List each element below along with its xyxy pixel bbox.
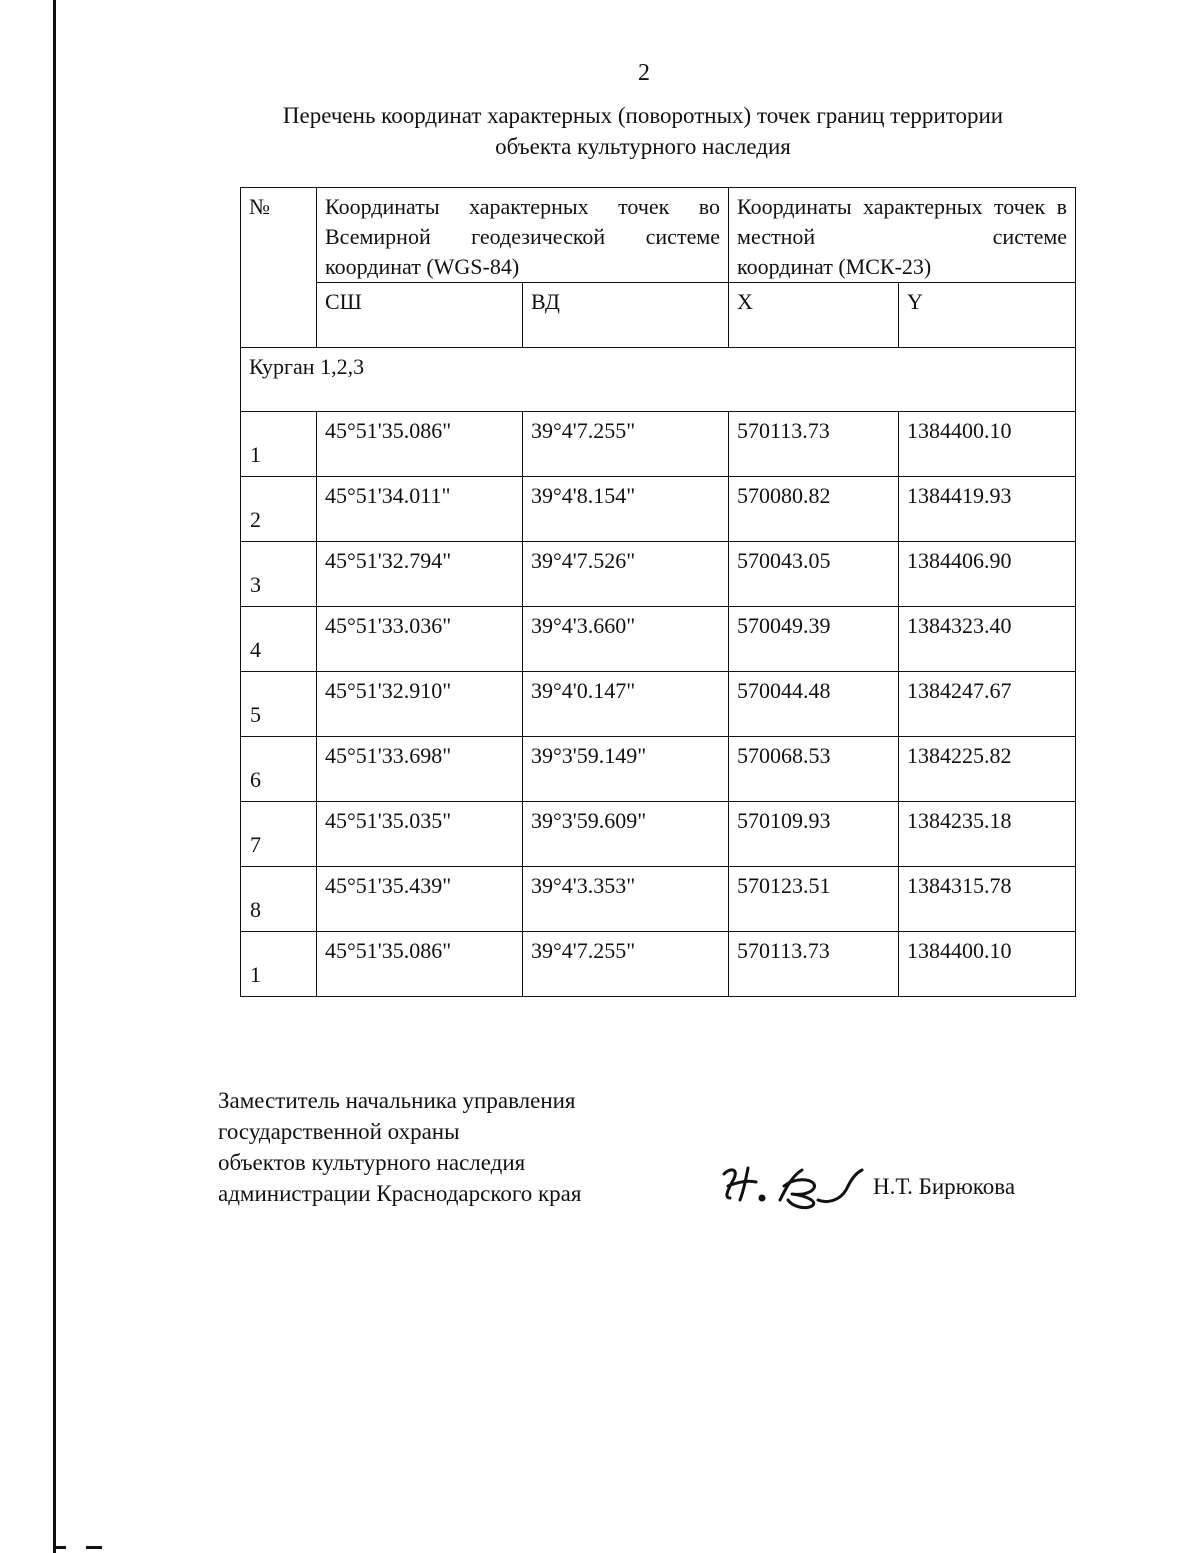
scan-edge-mark [56,1546,66,1549]
cell-lat: 45°51'35.035" [317,802,523,867]
document-title-line: объекта культурного наследия [495,134,791,159]
table-row [241,412,1076,477]
header-x: X [729,283,899,348]
row-number-cell [241,542,317,607]
cell-y: 1384235.18 [899,802,1076,867]
table-row [241,672,1076,737]
header-msk-group-text: Координаты характерных точек в местной системе [737,194,1068,249]
cell-lat: 45°51'34.011" [317,477,523,542]
cell-lat: 45°51'33.036" [317,607,523,672]
cell-lon: 39°4'7.255" [523,412,729,477]
cell-lon: 39°4'3.353" [523,867,729,932]
cell-y: 1384419.93 [899,477,1076,542]
document-title [228,100,1058,162]
section-row [241,348,1076,412]
cell-lat: 45°51'35.086" [317,412,523,477]
row-number: 1 [250,962,261,987]
coordinates-table [240,187,1076,997]
coordinates-table-body [241,188,1076,997]
cell-y: 1384323.40 [899,607,1076,672]
cell-lat: 45°51'32.910" [317,672,523,737]
cell-x: 570049.39 [729,607,899,672]
row-number: 4 [250,637,261,662]
table-row [241,802,1076,867]
cell-x: 570044.48 [729,672,899,737]
section-label: Курган 1,2,3 [241,348,1076,412]
table-subheader-row [241,283,1076,348]
scan-edge-mark [86,1546,102,1549]
table-row [241,607,1076,672]
cell-lat: 45°51'35.086" [317,932,523,997]
header-msk-group [729,188,1076,283]
document-title-line: Перечень координат характерных (поворотных) точек границ территории [282,103,1004,128]
cell-y: 1384400.10 [899,932,1076,997]
cell-lon: 39°4'7.526" [523,542,729,607]
header-wgs-group [317,188,729,283]
row-number-cell [241,802,317,867]
row-number: 5 [250,702,261,727]
cell-lat: 45°51'33.698" [317,737,523,802]
cell-lat: 45°51'35.439" [317,867,523,932]
row-number-cell [241,477,317,542]
cell-y: 1384225.82 [899,737,1076,802]
cell-x: 570113.73 [729,412,899,477]
table-header-row [241,188,1076,283]
cell-x: 570080.82 [729,477,899,542]
cell-lon: 39°4'0.147" [523,672,729,737]
signatory-position-line: государственной охраны [218,1119,460,1144]
row-number-cell [241,412,317,477]
cell-x: 570068.53 [729,737,899,802]
row-number: 1 [250,442,261,467]
row-number: 3 [250,572,261,597]
cell-lon: 39°3'59.609" [523,802,729,867]
row-number-cell [241,932,317,997]
row-number-cell [241,607,317,672]
table-row [241,932,1076,997]
signatory-name: Н.Т. Бирюкова [873,1174,1016,1199]
page-number: 2 [638,60,650,86]
cell-lon: 39°4'7.255" [523,932,729,997]
row-number: 7 [250,832,261,857]
cell-lon: 39°3'59.149" [523,737,729,802]
cell-lon: 39°4'8.154" [523,477,729,542]
cell-y: 1384400.10 [899,412,1076,477]
cell-lon: 39°4'3.660" [523,607,729,672]
row-number-cell [241,737,317,802]
signatory-position-line: Заместитель начальника управления [218,1088,576,1113]
table-row [241,737,1076,802]
header-y: Y [899,283,1076,348]
table-row [241,477,1076,542]
signatory-position-line: объектов культурного наследия [218,1150,526,1175]
row-number: 8 [250,897,261,922]
signatory-position [218,1085,581,1209]
cell-x: 570113.73 [729,932,899,997]
header-wgs-group-text: координат (WGS-84) [325,254,520,279]
cell-y: 1384247.67 [899,672,1076,737]
table-row [241,867,1076,932]
row-number: 2 [250,507,261,532]
cell-x: 570043.05 [729,542,899,607]
header-lon: ВД [523,283,729,348]
header-lat: СШ [317,283,523,348]
row-number: 6 [250,767,261,792]
cell-y: 1384406.90 [899,542,1076,607]
header-wgs-group-text: Координаты характерных точек во Всемирной геодезической системе [325,194,721,249]
table-row [241,542,1076,607]
row-number-cell [241,672,317,737]
handwritten-signature-icon [718,1160,868,1212]
header-msk-group-text: координат (МСК-23) [737,254,932,279]
cell-y: 1384315.78 [899,867,1076,932]
scan-left-border [53,0,56,1553]
signatory-position-line: администрации Краснодарского края [218,1181,582,1206]
row-number-cell [241,867,317,932]
cell-x: 570109.93 [729,802,899,867]
cell-x: 570123.51 [729,867,899,932]
header-num: № [241,188,317,348]
cell-lat: 45°51'32.794" [317,542,523,607]
